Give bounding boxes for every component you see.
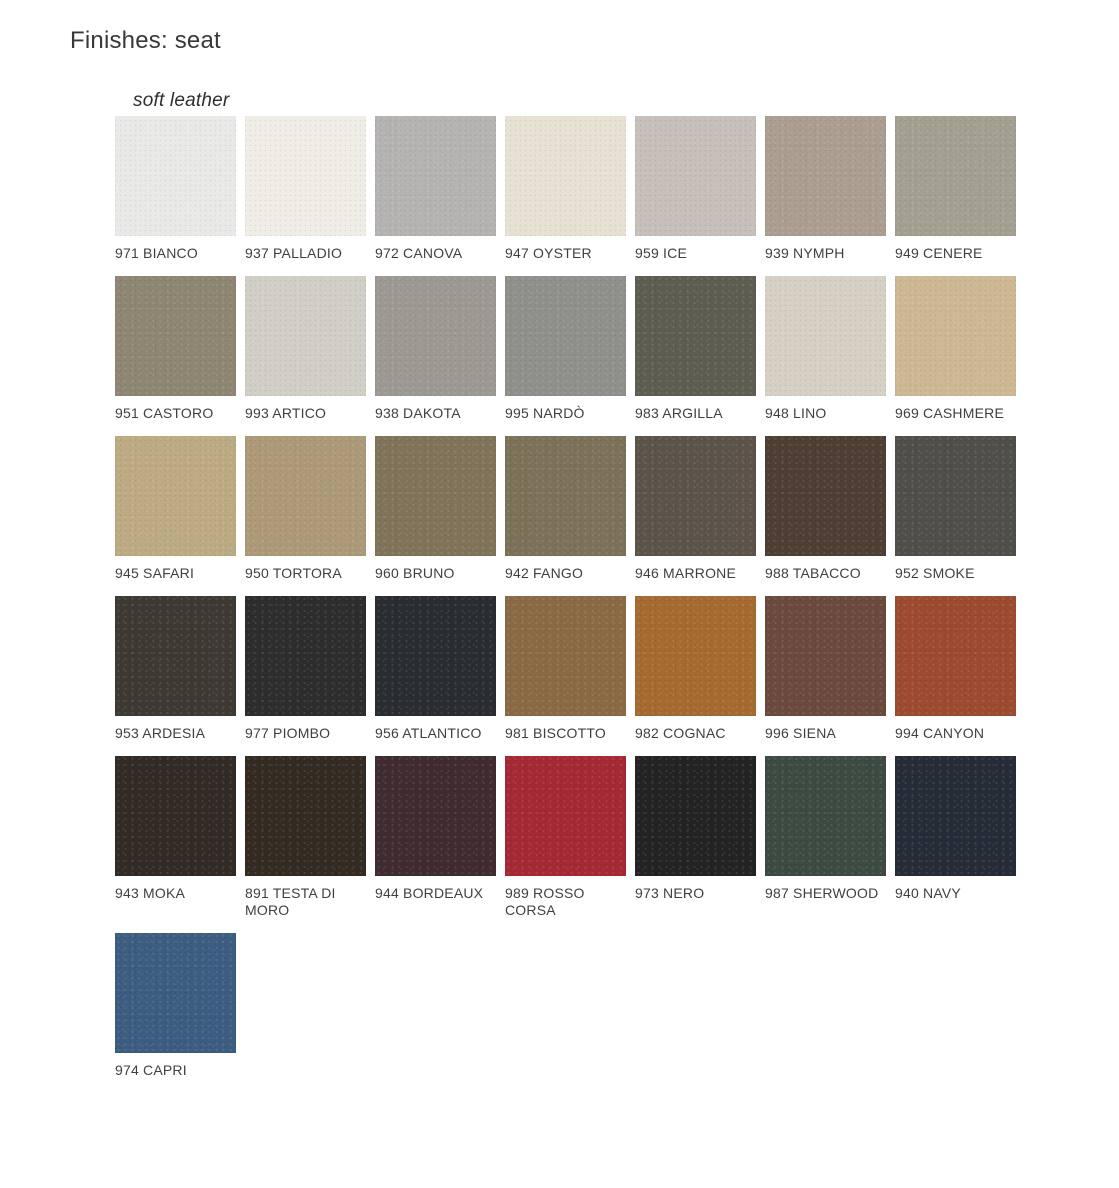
swatch-tile-960 — [375, 436, 496, 556]
swatch-cell-946 — [635, 436, 756, 596]
swatch-tile-891 — [245, 756, 366, 876]
swatch-label-891: 891 TESTA DI MORO — [245, 885, 336, 918]
swatch-label-956: 956 ATLANTICO — [375, 725, 482, 741]
swatch-cell-972 — [375, 116, 496, 276]
swatch-tile-974 — [115, 933, 236, 1053]
swatch-tile-996 — [765, 596, 886, 716]
swatch-tile-977 — [245, 596, 366, 716]
swatch-label-983: 983 ARGILLA — [635, 405, 723, 421]
swatch-cell-989 — [505, 756, 626, 933]
swatch-label-947: 947 OYSTER — [505, 245, 592, 261]
swatch-cell-982 — [635, 596, 756, 756]
swatch-label-944: 944 BORDEAUX — [375, 885, 484, 901]
swatch-tile-949 — [895, 116, 1016, 236]
swatch-label-940: 940 NAVY — [895, 885, 961, 901]
swatch-cell-940 — [895, 756, 1016, 933]
swatch-label-946: 946 MARRONE — [635, 565, 737, 581]
swatch-cell-938 — [375, 276, 496, 436]
swatch-label-938: 938 DAKOTA — [375, 405, 461, 421]
swatch-tile-951 — [115, 276, 236, 396]
swatch-cell-960 — [375, 436, 496, 596]
swatch-cell-993 — [245, 276, 366, 436]
swatch-cell-983 — [635, 276, 756, 436]
swatch-label-995: 995 NARDÒ — [505, 405, 585, 421]
swatch-label-973: 973 NERO — [635, 885, 705, 901]
swatch-cell-948 — [765, 276, 886, 436]
swatch-label-939: 939 NYMPH — [765, 245, 845, 261]
swatch-tile-959 — [635, 116, 756, 236]
swatch-tile-969 — [895, 276, 1016, 396]
swatch-tile-946 — [635, 436, 756, 556]
swatch-label-943: 943 MOKA — [115, 885, 186, 901]
swatch-tile-993 — [245, 276, 366, 396]
swatch-cell-988 — [765, 436, 886, 596]
swatch-label-993: 993 ARTICO — [245, 405, 327, 421]
section-label-soft-leather: soft leather — [133, 90, 230, 111]
swatch-label-981: 981 BISCOTTO — [505, 725, 606, 741]
swatch-label-988: 988 TABACCO — [765, 565, 861, 581]
swatch-tile-937 — [245, 116, 366, 236]
swatch-cell-952 — [895, 436, 1016, 596]
swatch-tile-943 — [115, 756, 236, 876]
swatch-tile-939 — [765, 116, 886, 236]
swatch-tile-948 — [765, 276, 886, 396]
swatch-label-974: 974 CAPRI — [115, 1062, 187, 1078]
swatch-cell-994 — [895, 596, 1016, 756]
swatch-cell-959 — [635, 116, 756, 276]
swatch-label-953: 953 ARDESIA — [115, 725, 206, 741]
swatch-tile-989 — [505, 756, 626, 876]
swatch-cell-944 — [375, 756, 496, 933]
swatch-label-952: 952 SMOKE — [895, 565, 975, 581]
swatch-label-942: 942 FANGO — [505, 565, 584, 581]
swatch-cell-971 — [115, 116, 236, 276]
swatch-label-937: 937 PALLADIO — [245, 245, 343, 261]
swatch-label-971: 971 BIANCO — [115, 245, 198, 261]
swatch-tile-938 — [375, 276, 496, 396]
swatch-cell-939 — [765, 116, 886, 276]
swatch-tile-942 — [505, 436, 626, 556]
swatch-label-969: 969 CASHMERE — [895, 405, 1004, 421]
swatch-cell-977 — [245, 596, 366, 756]
swatch-tile-995 — [505, 276, 626, 396]
swatch-cell-996 — [765, 596, 886, 756]
swatch-label-960: 960 BRUNO — [375, 565, 455, 581]
swatch-label-949: 949 CENERE — [895, 245, 983, 261]
swatch-tile-944 — [375, 756, 496, 876]
swatch-grid — [115, 116, 1017, 1093]
swatch-label-987: 987 SHERWOOD — [765, 885, 879, 901]
swatch-tile-956 — [375, 596, 496, 716]
swatch-cell-945 — [115, 436, 236, 596]
swatch-label-948: 948 LINO — [765, 405, 827, 421]
swatch-tile-945 — [115, 436, 236, 556]
swatch-cell-953 — [115, 596, 236, 756]
swatch-tile-987 — [765, 756, 886, 876]
swatch-cell-956 — [375, 596, 496, 756]
swatch-tile-983 — [635, 276, 756, 396]
swatch-tile-981 — [505, 596, 626, 716]
swatch-tile-950 — [245, 436, 366, 556]
swatch-label-977: 977 PIOMBO — [245, 725, 331, 741]
swatch-cell-951 — [115, 276, 236, 436]
swatch-tile-953 — [115, 596, 236, 716]
swatch-tile-973 — [635, 756, 756, 876]
swatch-cell-995 — [505, 276, 626, 436]
swatch-tile-994 — [895, 596, 1016, 716]
swatch-cell-947 — [505, 116, 626, 276]
swatch-tile-971 — [115, 116, 236, 236]
swatch-label-972: 972 CANOVA — [375, 245, 463, 261]
page-title: Finishes: seat — [70, 27, 221, 54]
swatch-cell-937 — [245, 116, 366, 276]
swatch-label-950: 950 TORTORA — [245, 565, 342, 581]
swatch-label-994: 994 CANYON — [895, 725, 985, 741]
swatch-cell-973 — [635, 756, 756, 933]
swatch-cell-969 — [895, 276, 1016, 436]
swatch-tile-940 — [895, 756, 1016, 876]
swatch-cell-949 — [895, 116, 1016, 276]
swatch-cell-974 — [115, 933, 236, 1093]
swatch-cell-981 — [505, 596, 626, 756]
swatch-cell-950 — [245, 436, 366, 596]
swatch-tile-988 — [765, 436, 886, 556]
swatch-tile-982 — [635, 596, 756, 716]
swatch-label-982: 982 COGNAC — [635, 725, 726, 741]
swatch-cell-987 — [765, 756, 886, 933]
swatch-cell-891 — [245, 756, 366, 933]
swatch-cell-943 — [115, 756, 236, 933]
swatch-label-945: 945 SAFARI — [115, 565, 195, 581]
swatch-label-951: 951 CASTORO — [115, 405, 214, 421]
swatch-tile-972 — [375, 116, 496, 236]
swatch-tile-952 — [895, 436, 1016, 556]
swatch-label-959: 959 ICE — [635, 245, 687, 261]
swatch-tile-947 — [505, 116, 626, 236]
swatch-cell-942 — [505, 436, 626, 596]
swatch-label-996: 996 SIENA — [765, 725, 837, 741]
swatch-label-989: 989 ROSSO CORSA — [505, 885, 585, 918]
